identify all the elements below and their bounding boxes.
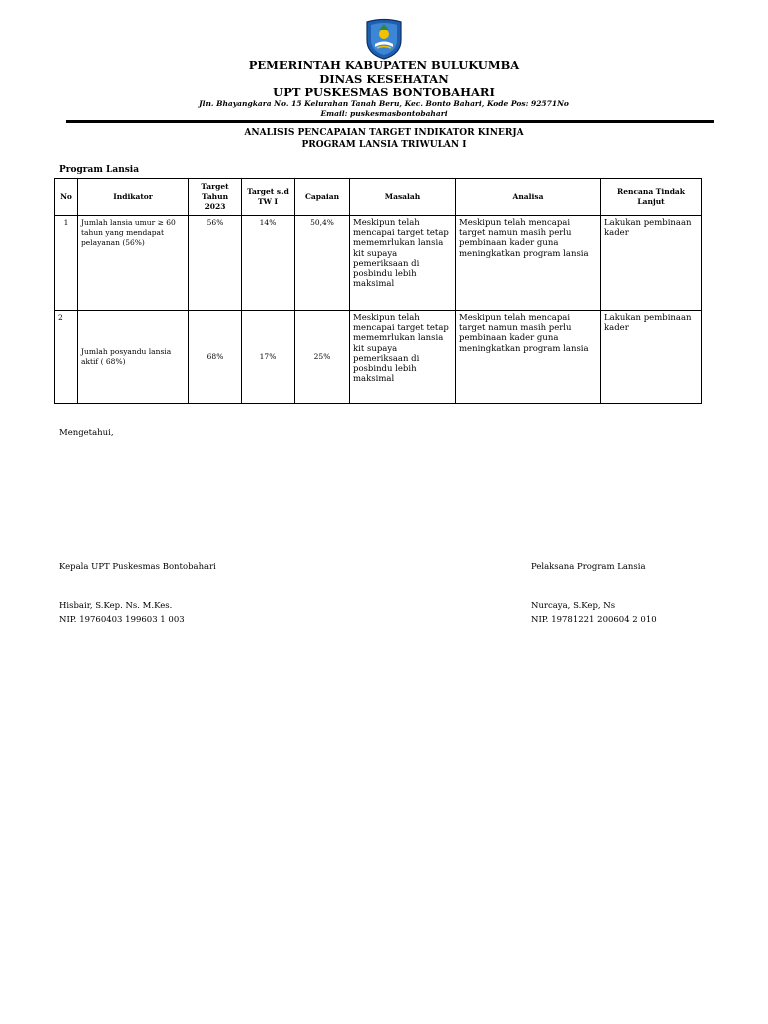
cell-target-tw: 17% bbox=[242, 311, 295, 404]
header-unit: UPT PUSKESMAS BONTOBAHARI bbox=[273, 85, 495, 99]
table-header-row bbox=[55, 179, 702, 216]
cell-masalah: Meskipun telah mencapai target tetap mememrlukan lansia kit supaya pemeriksaan di posbindu lebih maksimal bbox=[350, 216, 456, 311]
cell-analisa: Meskipun telah mencapai target namun masih perlu pembinaan kader guna meningkatkan program lansia bbox=[456, 216, 601, 311]
col-header-target-tahun: Target Tahun 2023 bbox=[189, 179, 242, 216]
signatory-right-nip: NIP. 19781221 200604 2 010 bbox=[531, 615, 657, 625]
col-header-indikator: Indikator bbox=[78, 179, 189, 216]
cell-indikator: Jumlah lansia umur ≥ 60 tahun yang mendapat pelayanan (56%) bbox=[78, 216, 189, 311]
cell-masalah: Meskipun telah mencapai target tetap mememrlukan lansia kit supaya pemeriksaan di posbindu lebih maksimal bbox=[350, 311, 456, 404]
cell-target-tahun: 56% bbox=[189, 216, 242, 311]
header-address: Jln. Bhayangkara No. 15 Kelurahan Tanah Beru, Kec. Bonto Bahari, Kode Pos: 92571No bbox=[199, 99, 569, 108]
document-title: ANALISIS PENCAPAIAN TARGET INDIKATOR KINERJA bbox=[244, 128, 524, 138]
col-header-capaian: Capaian bbox=[295, 179, 350, 216]
cell-no: 2 bbox=[55, 311, 78, 404]
cell-indikator: Jumlah posyandu lansia aktif ( 68%) bbox=[78, 311, 189, 404]
district-emblem-logo bbox=[365, 18, 403, 60]
performance-table bbox=[54, 178, 702, 404]
cell-capaian: 25% bbox=[295, 311, 350, 404]
cell-target-tahun: 68% bbox=[189, 311, 242, 404]
col-header-rencana: Rencana Tindak Lanjut bbox=[601, 179, 702, 216]
header-email: Email: puskesmasbontobahari bbox=[320, 109, 448, 118]
signatory-right-name: Nurcaya, S.Kep, Ns bbox=[531, 601, 616, 611]
program-label: Program Lansia bbox=[59, 165, 140, 175]
cell-no: 1 bbox=[55, 216, 78, 311]
table-row bbox=[55, 311, 702, 404]
col-header-masalah: Masalah bbox=[350, 179, 456, 216]
col-header-analisa: Analisa bbox=[456, 179, 601, 216]
signatory-right-title: Pelaksana Program Lansia bbox=[531, 562, 646, 572]
header-government: PEMERINTAH KABUPATEN BULUKUMBA bbox=[248, 58, 520, 72]
col-header-no: No bbox=[55, 179, 78, 216]
signatory-left-nip: NIP. 19760403 199603 1 003 bbox=[59, 615, 185, 625]
cell-rencana: Lakukan pembinaan kader bbox=[601, 216, 702, 311]
header-department: DINAS KESEHATAN bbox=[319, 72, 449, 86]
document-subtitle: PROGRAM LANSIA TRIWULAN I bbox=[301, 140, 467, 150]
signatory-left-title: Kepala UPT Puskesmas Bontobahari bbox=[59, 562, 216, 572]
cell-analisa: Meskipun telah mencapai target namun masih perlu pembinaan kader guna meningkatkan program lansia bbox=[456, 311, 601, 404]
cell-capaian: 50,4% bbox=[295, 216, 350, 311]
cell-target-tw: 14% bbox=[242, 216, 295, 311]
header-divider bbox=[66, 120, 714, 123]
col-header-target-tw: Target s.d TW I bbox=[242, 179, 295, 216]
acknowledged-label: Mengetahui, bbox=[59, 428, 114, 438]
signatory-left-name: Hisbair, S.Kep. Ns. M.Kes. bbox=[59, 601, 173, 611]
cell-rencana: Lakukan pembinaan kader bbox=[601, 311, 702, 404]
table-row bbox=[55, 216, 702, 311]
